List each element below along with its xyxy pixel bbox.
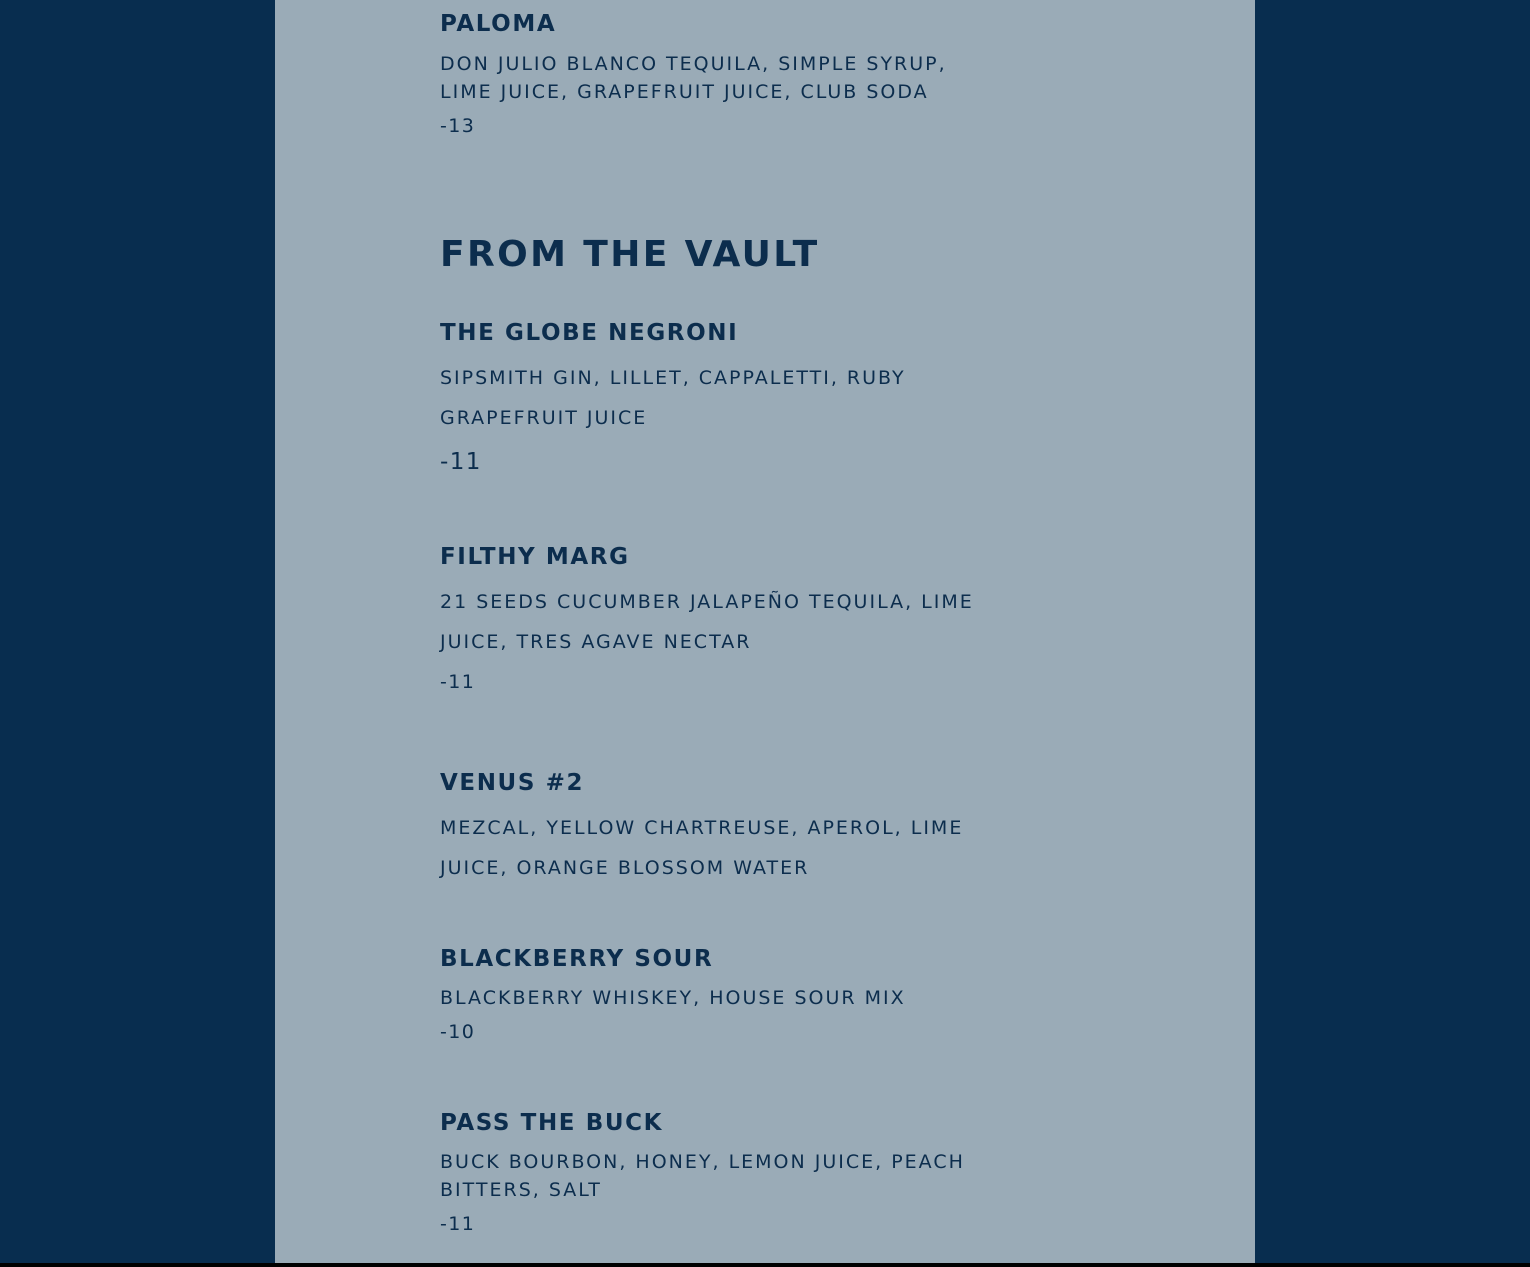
item-price-paloma: -13 — [440, 115, 476, 137]
item-desc-blackberry-sour: BLACKBERRY WHISKEY, HOUSE SOUR MIX — [440, 987, 906, 1009]
item-desc-venus-2: MEZCAL, YELLOW CHARTREUSE, APEROL, LIME JUICE, ORANGE BLOSSOM WATER — [440, 817, 964, 879]
item-name-filthy-marg: FILTHY MARG — [440, 544, 630, 570]
item-price-blackberry-sour: -10 — [440, 1021, 476, 1043]
item-desc-paloma: DON JULIO BLANCO TEQUILA, SIMPLE SYRUP, LIME JUICE, GRAPEFRUIT JUICE, CLUB SODA — [440, 53, 947, 103]
item-desc-globe-negroni: SIPSMITH GIN, LILLET, CAPPALETTI, RUBY GRAPEFRUIT JUICE — [440, 367, 906, 429]
item-name-venus-2: VENUS #2 — [440, 770, 585, 796]
item-name-paloma: PALOMA — [440, 11, 557, 37]
item-name-blackberry-sour: BLACKBERRY SOUR — [440, 946, 714, 972]
item-price-filthy-marg: -11 — [440, 671, 476, 693]
item-name-globe-negroni: THE GLOBE NEGRONI — [440, 320, 739, 346]
item-price-globe-negroni: -11 — [440, 449, 482, 475]
item-price-pass-the-buck: -11 — [440, 1213, 476, 1235]
bottom-edge-bar — [0, 1263, 1530, 1267]
item-desc-pass-the-buck: BUCK BOURBON, HONEY, LEMON JUICE, PEACH BITTERS, SALT — [440, 1151, 965, 1201]
item-name-pass-the-buck: PASS THE BUCK — [440, 1110, 664, 1136]
section-title: FROM THE VAULT — [440, 234, 820, 275]
item-desc-filthy-marg: 21 SEEDS CUCUMBER JALAPEÑO TEQUILA, LIME JUICE, TRES AGAVE NECTAR — [440, 591, 974, 653]
